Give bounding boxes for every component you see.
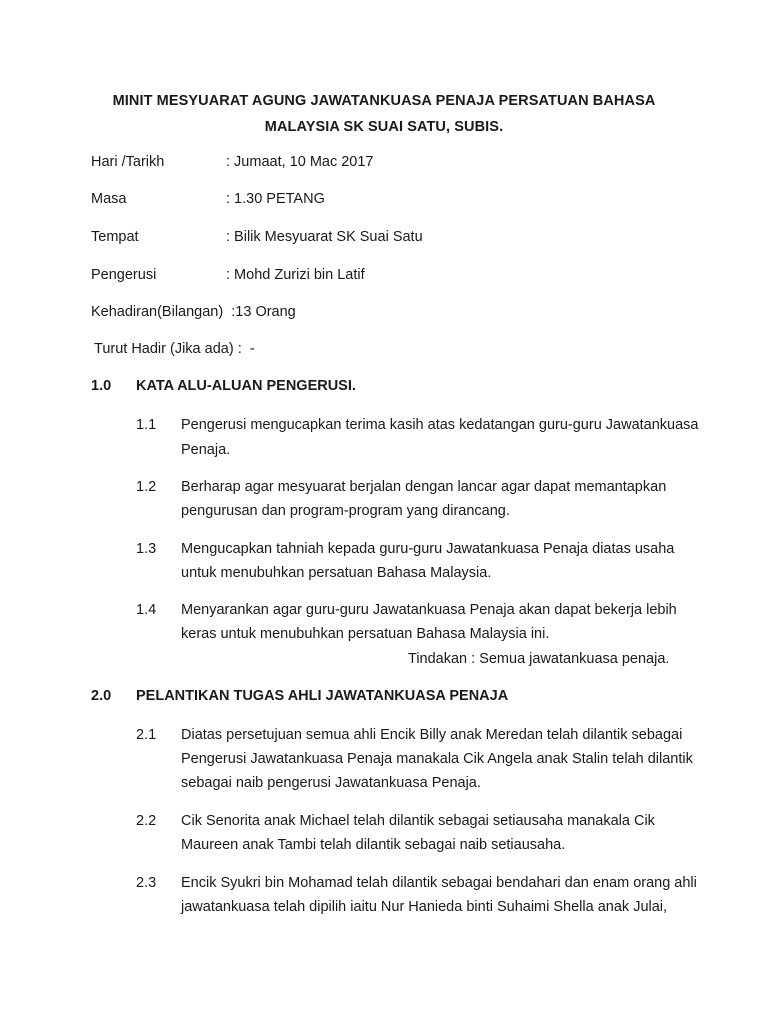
item-1-2-line-1: Berharap agar mesyuarat berjalan dengan lancar agar dapat memantapkan: [181, 479, 667, 495]
item-2-1-number: 2.1: [136, 727, 157, 743]
meta-tempat-label: Tempat: [91, 229, 139, 245]
item-1-4-line-1: Menyarankan agar guru-guru Jawatankuasa Penaja akan dapat bekerja lebih: [181, 602, 677, 618]
section-1-tindakan: Tindakan : Semua jawatankuasa penaja.: [408, 651, 670, 667]
item-1-3-line-2: untuk menubuhkan persatuan Bahasa Malaysia.: [181, 565, 492, 581]
meta-kehadiran: Kehadiran(Bilangan) :13 Orang: [91, 304, 296, 320]
item-1-2-number: 1.2: [136, 479, 157, 495]
meta-pengerusi-label: Pengerusi: [91, 267, 157, 283]
section-1-number: 1.0: [91, 378, 112, 394]
item-2-3-line-2: jawatankuasa telah dipilih iaitu Nur Hanieda binti Suhaimi Shella anak Julai,: [181, 899, 668, 915]
item-1-3-line-1: Mengucapkan tahniah kepada guru-guru Jawatankuasa Penaja diatas usaha: [181, 541, 675, 557]
section-2-title: PELANTIKAN TUGAS AHLI JAWATANKUASA PENAJA: [136, 688, 509, 704]
item-2-1-line-2: Pengerusi Jawatankuasa Penaja manakala Cik Angela anak Stalin telah dilantik: [181, 751, 693, 767]
item-2-2-line-2: Maureen anak Tambi telah dilantik sebagai naib setiausaha.: [181, 837, 566, 853]
item-1-4-number: 1.4: [136, 602, 157, 618]
item-2-1-line-1: Diatas persetujuan semua ahli Encik Billy anak Meredan telah dilantik sebagai: [181, 727, 683, 743]
item-1-4-line-2: keras untuk menubuhkan persatuan Bahasa Malaysia ini.: [181, 626, 550, 642]
meta-masa-label: Masa: [91, 191, 127, 207]
item-2-1-line-3: sebagai naib pengerusi Jawatankuasa Penaja.: [181, 775, 481, 791]
item-1-2-line-2: pengurusan dan program-program yang dirancang.: [181, 503, 510, 519]
section-2-number: 2.0: [91, 688, 112, 704]
document-title-line-2: MALAYSIA SK SUAI SATU, SUBIS.: [264, 119, 504, 135]
item-1-1-line-2: Penaja.: [181, 442, 231, 458]
meta-turut-hadir: Turut Hadir (Jika ada) : -: [94, 341, 255, 357]
meta-masa-value: : 1.30 PETANG: [226, 191, 325, 207]
document-title-line-1: MINIT MESYUARAT AGUNG JAWATANKUASA PENAJA PERSATUAN BAHASA: [112, 93, 656, 109]
meta-tempat-value: : Bilik Mesyuarat SK Suai Satu: [226, 229, 423, 245]
item-2-3-number: 2.3: [136, 875, 157, 891]
item-1-3-number: 1.3: [136, 541, 157, 557]
item-1-1-number: 1.1: [136, 417, 157, 433]
meta-hari-label: Hari /Tarikh: [91, 154, 165, 170]
meta-hari-value: : Jumaat, 10 Mac 2017: [226, 154, 374, 170]
section-1-title: KATA ALU-ALUAN PENGERUSI.: [136, 378, 356, 394]
item-2-2-number: 2.2: [136, 813, 157, 829]
item-1-1-line-1: Pengerusi mengucapkan terima kasih atas kedatangan guru-guru Jawatankuasa: [181, 417, 699, 433]
item-2-2-line-1: Cik Senorita anak Michael telah dilantik sebagai setiausaha manakala Cik: [181, 813, 655, 829]
meta-pengerusi-value: : Mohd Zurizi bin Latif: [226, 267, 365, 283]
item-2-3-line-1: Encik Syukri bin Mohamad telah dilantik sebagai bendahari dan enam orang ahli: [181, 875, 697, 891]
